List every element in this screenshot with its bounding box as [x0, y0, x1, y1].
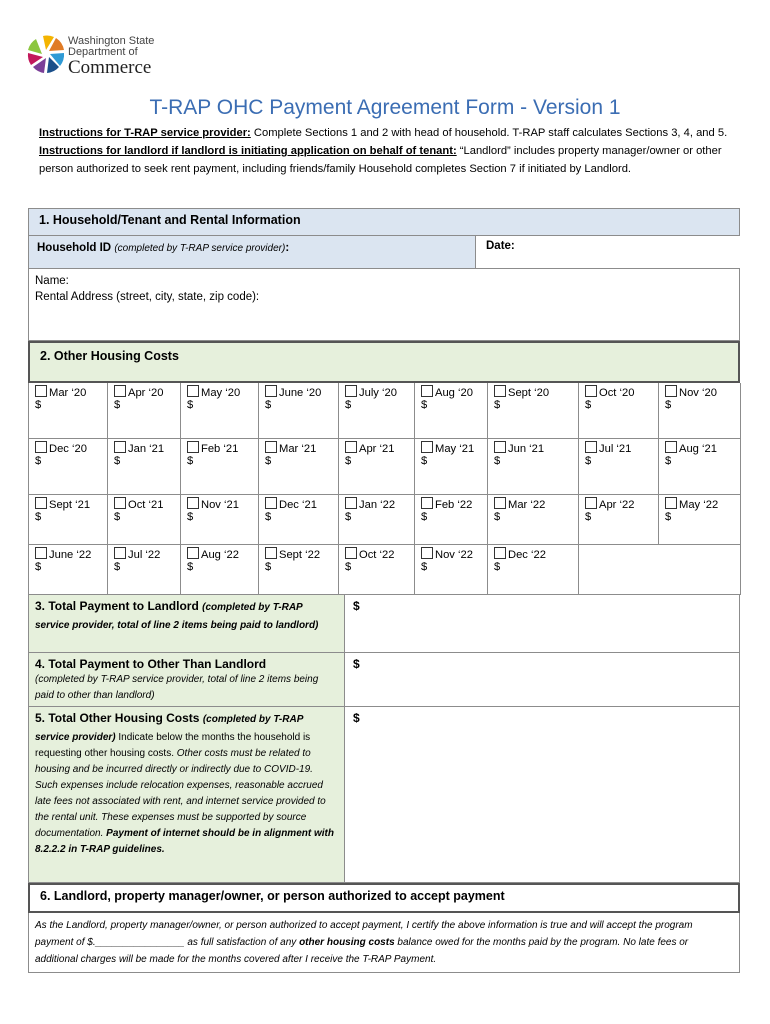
month-option[interactable]	[421, 441, 483, 455]
month-cell[interactable]	[29, 383, 108, 439]
month-amount[interactable]: $	[265, 511, 272, 523]
section5-title-text: 5. Total Other Housing Costs	[35, 711, 200, 725]
month-label: Sept ‘22	[279, 549, 321, 561]
month-option[interactable]	[494, 547, 574, 561]
month-cell[interactable]	[108, 439, 181, 495]
month-option[interactable]	[665, 497, 736, 511]
month-checkbox[interactable]	[187, 497, 199, 509]
section6-certification	[28, 913, 740, 973]
month-label: Sept ‘21	[49, 499, 91, 511]
month-checkbox[interactable]	[345, 547, 357, 559]
logo-pinwheel-icon	[24, 32, 68, 78]
month-amount[interactable]: $	[665, 455, 672, 467]
month-amount[interactable]: $	[265, 561, 272, 573]
month-cell[interactable]	[259, 545, 339, 595]
instructions-provider-text: Complete Sections 1 and 2 with head of household. T-RAP staff calculates Sections 3, 4, and 5.	[250, 127, 728, 139]
household-id-text: Household ID	[37, 242, 112, 254]
month-cell[interactable]	[29, 495, 108, 545]
month-cell[interactable]	[259, 439, 339, 495]
month-checkbox[interactable]	[585, 497, 597, 509]
month-checkbox[interactable]	[265, 441, 277, 453]
month-amount[interactable]: $	[421, 455, 428, 467]
month-option[interactable]	[265, 497, 334, 511]
month-checkbox[interactable]	[494, 547, 506, 559]
month-amount[interactable]: $	[585, 511, 592, 523]
month-checkbox[interactable]	[494, 385, 506, 397]
month-amount[interactable]: $	[35, 455, 42, 467]
month-option[interactable]	[114, 547, 176, 561]
month-cell[interactable]	[181, 439, 259, 495]
date-field[interactable]	[475, 236, 740, 268]
section3-row	[28, 595, 740, 653]
section4-note: (completed by T-RAP service provider, total of line 2 items being paid to other than landlord)	[35, 674, 319, 701]
month-cell[interactable]	[579, 383, 659, 439]
month-label: Aug ‘22	[201, 549, 239, 561]
month-checkbox[interactable]	[265, 497, 277, 509]
month-label: Nov ‘22	[435, 549, 473, 561]
month-label: May ‘21	[435, 443, 475, 455]
month-option[interactable]	[345, 547, 410, 561]
agreement-form	[28, 208, 740, 973]
month-option[interactable]	[187, 497, 254, 511]
page-title: T-RAP OHC Payment Agreement Form - Version 1	[149, 96, 621, 119]
month-cell[interactable]	[108, 383, 181, 439]
date-label: Date:	[486, 240, 515, 252]
month-cell[interactable]	[415, 439, 488, 495]
month-checkbox[interactable]	[345, 497, 357, 509]
month-option[interactable]	[585, 441, 654, 455]
instructions-provider-label: Instructions for T-RAP service provider:	[39, 127, 251, 139]
month-option[interactable]	[585, 385, 654, 399]
month-amount[interactable]: $	[665, 511, 672, 523]
month-amount[interactable]: $	[665, 399, 672, 411]
instructions-landlord-text: “Landlord” includes property manager/owner or other person authorized to seek rent payment, including friends/family Household completes Section 7 if initiated by Landlord.	[39, 145, 722, 175]
month-amount[interactable]: $	[494, 399, 501, 411]
section3-note: (completed by T-RAP service provider, total of line 2 items being paid to landlord)	[35, 602, 319, 631]
month-checkbox[interactable]	[35, 547, 47, 559]
logo-line1: Washington State	[68, 35, 155, 47]
month-cell[interactable]	[488, 383, 579, 439]
month-cell[interactable]	[108, 545, 181, 595]
month-option[interactable]	[35, 441, 103, 455]
month-amount[interactable]: $	[494, 455, 501, 467]
month-option[interactable]	[187, 547, 254, 561]
section3-title-text: 3. Total Payment to Landlord	[35, 599, 199, 613]
month-amount[interactable]: $	[421, 511, 428, 523]
month-cell[interactable]	[181, 545, 259, 595]
month-option[interactable]	[187, 441, 254, 455]
month-amount[interactable]: $	[494, 511, 501, 523]
month-checkbox[interactable]	[665, 385, 677, 397]
month-cell[interactable]	[579, 439, 659, 495]
month-cell[interactable]	[415, 495, 488, 545]
month-label: Oct ‘22	[359, 549, 395, 561]
month-option[interactable]	[421, 385, 483, 399]
section6-text2: balance owed for the months paid by the program. No late fees or additional charges will be made for the months covered after I receive the T-RAP Payment.	[35, 937, 689, 965]
month-checkbox[interactable]	[421, 441, 433, 453]
section4-label	[28, 653, 345, 707]
section4-row	[28, 653, 740, 707]
month-amount[interactable]: $	[585, 455, 592, 467]
month-cell[interactable]	[659, 495, 741, 545]
month-label: Jan ‘22	[359, 499, 396, 511]
month-cell[interactable]	[339, 495, 415, 545]
household-id-label	[37, 242, 289, 254]
month-amount[interactable]: $	[494, 561, 501, 573]
month-option[interactable]	[114, 497, 176, 511]
month-amount[interactable]: $	[35, 399, 42, 411]
month-label: Nov ‘20	[679, 387, 717, 399]
section2-header: 2. Other Housing Costs	[28, 341, 740, 383]
month-label: Mar ‘22	[508, 499, 546, 511]
month-cell[interactable]	[488, 495, 579, 545]
month-amount[interactable]: $	[114, 399, 121, 411]
empty-cell	[579, 545, 741, 595]
month-label: June ‘20	[279, 387, 322, 399]
section3-value-field[interactable]: $	[345, 595, 740, 653]
month-amount[interactable]: $	[345, 399, 352, 411]
month-option[interactable]	[265, 547, 334, 561]
section6-text1: As the Landlord, property manager/owner, or person authorized to accept payment, I certify the above information is true and will accept the program payment of $.________________ as full satisfaction of any	[35, 920, 693, 948]
logo-text	[68, 36, 154, 77]
month-option[interactable]	[494, 441, 574, 455]
month-label: Aug ‘20	[435, 387, 473, 399]
section3-title	[35, 599, 318, 631]
month-cell[interactable]	[415, 383, 488, 439]
section1-header: 1. Household/Tenant and Rental Information	[28, 208, 740, 236]
month-option[interactable]	[585, 497, 654, 511]
instructions-landlord-label: Instructions for landlord if landlord is initiating application on behalf of tenant:	[39, 145, 457, 157]
month-label: Apr ‘20	[128, 387, 164, 399]
month-option[interactable]	[345, 441, 410, 455]
month-amount[interactable]: $	[35, 511, 42, 523]
month-amount[interactable]: $	[421, 561, 428, 573]
section5-note-c: Other costs must be related to housing and be incurred directly or indirectly due to COVID-19. Such expenses include relocation expenses, reasonable accrued late fees not associated with rent, and internet service provided to the rental unit. These expenses must be supported by source documentation.	[35, 748, 326, 839]
section3-label	[28, 595, 345, 653]
month-cell[interactable]	[259, 495, 339, 545]
month-amount[interactable]: $	[265, 399, 272, 411]
month-label: Oct ‘20	[599, 387, 635, 399]
month-cell[interactable]	[259, 383, 339, 439]
month-cell[interactable]	[29, 439, 108, 495]
month-label: Apr ‘21	[359, 443, 395, 455]
month-option[interactable]	[345, 497, 410, 511]
month-option[interactable]	[114, 441, 176, 455]
month-checkbox[interactable]	[494, 497, 506, 509]
section4-title: 4. Total Payment to Other Than Landlord	[35, 657, 267, 671]
name-address-field[interactable]	[28, 269, 740, 341]
month-option[interactable]	[35, 385, 103, 399]
month-option[interactable]	[35, 547, 103, 561]
household-id-note: (completed by T-RAP service provider)	[114, 243, 286, 254]
household-id-colon: :	[285, 242, 290, 254]
month-option[interactable]	[665, 441, 736, 455]
month-label: Jun ‘21	[508, 443, 545, 455]
section4-value-field[interactable]: $	[345, 653, 740, 707]
month-option[interactable]	[265, 441, 334, 455]
month-amount[interactable]: $	[187, 399, 194, 411]
month-cell[interactable]	[29, 545, 108, 595]
month-cell[interactable]	[339, 383, 415, 439]
month-amount[interactable]: $	[345, 561, 352, 573]
month-cell[interactable]	[659, 383, 741, 439]
month-option[interactable]	[35, 497, 103, 511]
month-option[interactable]	[494, 385, 574, 399]
month-amount[interactable]: $	[114, 455, 121, 467]
month-cell[interactable]	[579, 495, 659, 545]
month-checkbox[interactable]	[345, 441, 357, 453]
month-grid	[28, 383, 740, 595]
month-cell[interactable]	[181, 383, 259, 439]
month-checkbox[interactable]	[421, 497, 433, 509]
month-amount[interactable]: $	[114, 561, 121, 573]
month-amount[interactable]: $	[345, 511, 352, 523]
section5-row	[28, 707, 740, 883]
month-checkbox[interactable]	[265, 385, 277, 397]
month-label: Dec ‘22	[508, 549, 546, 561]
household-id-row	[28, 236, 740, 269]
month-checkbox[interactable]	[265, 547, 277, 559]
section5-value-field[interactable]: $	[345, 707, 740, 883]
month-amount[interactable]: $	[114, 511, 121, 523]
month-label: May ‘22	[679, 499, 719, 511]
month-option[interactable]	[345, 385, 410, 399]
month-cell[interactable]	[108, 495, 181, 545]
month-checkbox[interactable]	[35, 385, 47, 397]
month-cell[interactable]	[339, 439, 415, 495]
month-amount[interactable]: $	[421, 399, 428, 411]
month-option[interactable]	[265, 385, 334, 399]
month-amount[interactable]: $	[35, 561, 42, 573]
section6-header: 6. Landlord, property manager/owner, or person authorized to accept payment	[28, 883, 740, 913]
rental-address-label: Rental Address (street, city, state, zip code):	[35, 291, 260, 303]
month-label: Dec ‘20	[49, 443, 87, 455]
month-option[interactable]	[421, 547, 483, 561]
month-cell[interactable]	[659, 439, 741, 495]
logo-line3: Commerce	[68, 57, 152, 78]
name-label: Name:	[35, 275, 69, 287]
month-label: Feb ‘22	[435, 499, 473, 511]
month-label: Oct ‘21	[128, 499, 164, 511]
month-checkbox[interactable]	[665, 497, 677, 509]
month-label: Jul ‘21	[599, 443, 632, 455]
month-amount[interactable]: $	[187, 511, 194, 523]
month-label: Apr ‘22	[599, 499, 635, 511]
month-checkbox[interactable]	[345, 385, 357, 397]
month-checkbox[interactable]	[421, 385, 433, 397]
section5-note-d: Payment of internet should be in alignment with 8.2.2.2 in T-RAP guidelines.	[35, 828, 334, 855]
month-label: Sept ‘20	[508, 387, 550, 399]
month-label: Jul ‘22	[128, 549, 161, 561]
month-label: Dec ‘21	[279, 499, 317, 511]
month-cell[interactable]	[488, 545, 579, 595]
month-label: Aug ‘21	[679, 443, 717, 455]
month-label: Nov ‘21	[201, 499, 239, 511]
month-option[interactable]	[114, 385, 176, 399]
month-amount[interactable]: $	[187, 455, 194, 467]
month-checkbox[interactable]	[35, 441, 47, 453]
month-label: Feb ‘21	[201, 443, 239, 455]
month-amount[interactable]: $	[585, 399, 592, 411]
month-checkbox[interactable]	[114, 385, 126, 397]
month-amount[interactable]: $	[345, 455, 352, 467]
month-option[interactable]	[494, 497, 574, 511]
section5-note-b: Indicate below the months the household is requesting other housing costs.	[35, 732, 311, 759]
section5-note-a: (completed by T-RAP service provider)	[35, 714, 304, 743]
month-checkbox[interactable]	[421, 547, 433, 559]
section6-bold: other housing costs	[299, 937, 395, 948]
month-label: May ‘20	[201, 387, 241, 399]
month-amount[interactable]: $	[187, 561, 194, 573]
month-cell[interactable]	[181, 495, 259, 545]
month-cell[interactable]	[415, 545, 488, 595]
logo-line2: Department of	[68, 46, 138, 58]
month-checkbox[interactable]	[665, 441, 677, 453]
month-label: July ‘20	[359, 387, 397, 399]
instructions	[39, 124, 739, 178]
month-label: June ‘22	[49, 549, 92, 561]
month-checkbox[interactable]	[585, 385, 597, 397]
month-checkbox[interactable]	[585, 441, 597, 453]
section5-label	[28, 707, 345, 883]
month-label: Mar ‘20	[49, 387, 87, 399]
month-checkbox[interactable]	[114, 441, 126, 453]
month-checkbox[interactable]	[187, 547, 199, 559]
month-checkbox[interactable]	[187, 441, 199, 453]
month-option[interactable]	[421, 497, 483, 511]
month-checkbox[interactable]	[114, 497, 126, 509]
month-checkbox[interactable]	[187, 385, 199, 397]
month-amount[interactable]: $	[265, 455, 272, 467]
month-option[interactable]	[187, 385, 254, 399]
month-cell[interactable]	[488, 439, 579, 495]
month-cell[interactable]	[339, 545, 415, 595]
month-checkbox[interactable]	[35, 497, 47, 509]
month-label: Mar ‘21	[279, 443, 317, 455]
month-option[interactable]	[665, 385, 736, 399]
month-checkbox[interactable]	[114, 547, 126, 559]
month-checkbox[interactable]	[494, 441, 506, 453]
month-label: Jan ‘21	[128, 443, 165, 455]
